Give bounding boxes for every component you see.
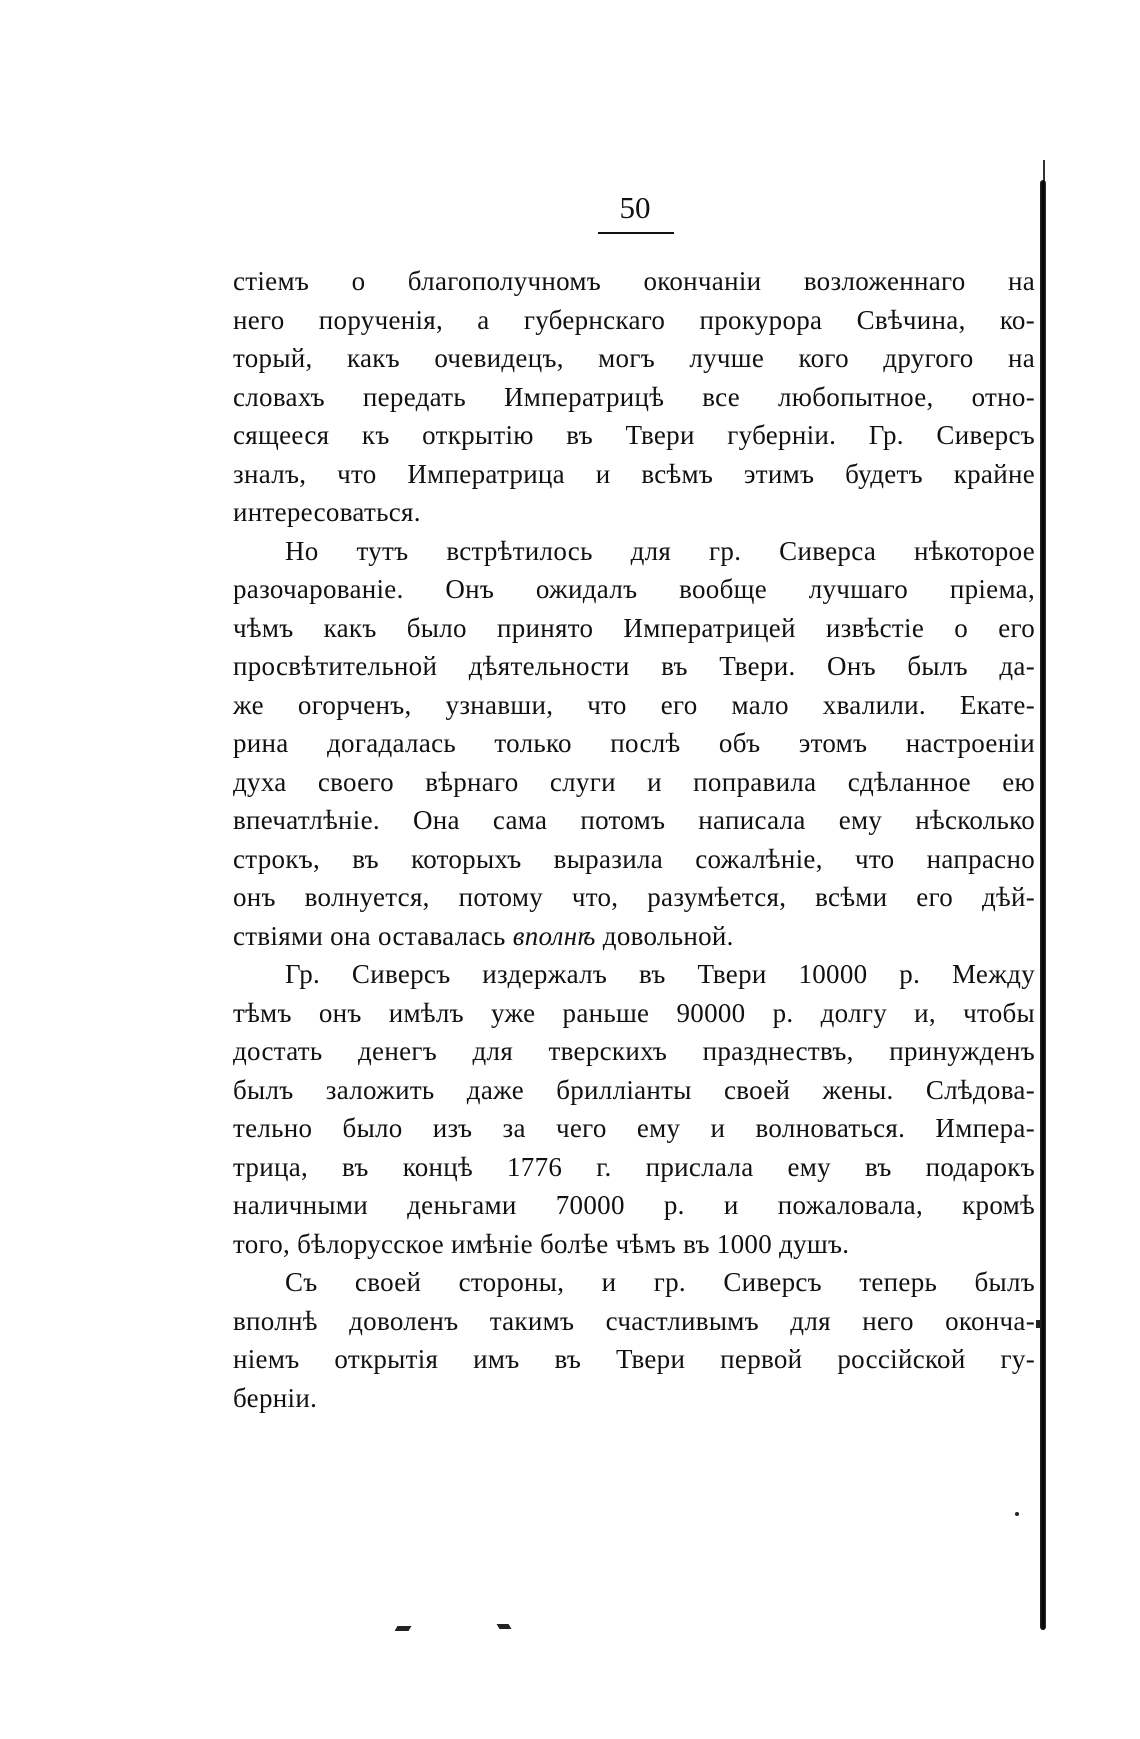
page-number-rule [598, 232, 674, 234]
body-text [233, 262, 1035, 1417]
scan-speck [1036, 1320, 1041, 1328]
text-line: тѣмъ онъ имѣлъ уже раньше 90000 р. долгу и, чтобы [233, 997, 1035, 1028]
text-run: довольной. [595, 920, 734, 951]
text-line: чѣмъ какъ было принято Императрицей извѣстіе о его [233, 612, 1035, 643]
text-line: трица, въ концѣ 1776 г. прислала ему въ подарокъ [233, 1151, 1035, 1182]
text-line: впечатлѣніе. Она сама потомъ написала ему нѣсколько [233, 805, 1035, 835]
text-line: словахъ передать Императрицѣ все любопытное, отно- [233, 381, 1035, 412]
text-line: тельно было изъ за чего ему и волноваться. Импера- [233, 1113, 1035, 1143]
text-run: ствіями она оставалась [233, 920, 513, 951]
scan-speck [497, 1624, 512, 1629]
paragraph-2 [233, 532, 1035, 956]
text-line: же огорченъ, узнавши, что его мало хвалили. Екате- [233, 689, 1035, 720]
page-number: 50 [619, 190, 651, 225]
text-line: сящееся къ открытію въ Твери губерніи. Гр. Сиверсъ [233, 420, 1035, 450]
text-line: торый, какъ очевидецъ, могъ лучше кого другого на [233, 343, 1035, 373]
text-line: того, бѣлорусское имѣніе болѣе чѣмъ въ 1000 душъ. [233, 1228, 850, 1259]
text-line [233, 917, 1035, 956]
paragraph-1 [233, 262, 1035, 532]
text-line: берніи. [233, 1382, 318, 1413]
paragraph-3 [233, 955, 1035, 1263]
binding-edge [1040, 180, 1046, 1630]
paragraph-4 [233, 1263, 1035, 1417]
text-line: ніемъ открытія имъ въ Твери первой россійской гу- [233, 1344, 1035, 1374]
text-line: строкъ, въ которыхъ выразила сожалѣніе, что напрасно [233, 843, 1035, 874]
text-line: вполнѣ доволенъ такимъ счастливымъ для него оконча- [233, 1305, 1035, 1336]
text-line: онъ волнуется, потому что, разумѣется, всѣми его дѣй- [233, 882, 1035, 912]
text-line: зналъ, что Императрица и всѣмъ этимъ будетъ крайне [233, 458, 1035, 489]
text-line: стіемъ о благополучномъ окончаніи возложеннаго на [233, 266, 1035, 296]
text-line: интересоваться. [233, 497, 421, 527]
text-line: былъ заложить даже брилліанты своей жены. Слѣдова- [233, 1074, 1035, 1105]
text-line: разочарованіе. Онъ ожидалъ вообще лучшаго пріема, [233, 574, 1035, 604]
text-line: достать денегъ для тверскихъ празднествъ, принужденъ [233, 1036, 1035, 1066]
text-line: просвѣтительной дѣятельности въ Твери. Онъ былъ да- [233, 651, 1035, 681]
text-line: Съ своей стороны, и гр. Сиверсъ теперь былъ [285, 1267, 1035, 1297]
text-line: Но тутъ встрѣтилось для гр. Сиверса нѣкоторое [285, 535, 1035, 566]
emphasis-text: вполнѣ [512, 920, 596, 951]
text-line: Гр. Сиверсъ издержалъ въ Твери 10000 р. Между [285, 959, 1035, 989]
text-line: наличными деньгами 70000 р. и пожаловала, кромѣ [233, 1190, 1035, 1220]
text-line: рина догадалась только послѣ объ этомъ настроеніи [233, 728, 1035, 758]
text-line: него порученія, а губернскаго прокурора Свѣчина, ко- [233, 304, 1035, 335]
scan-speck [395, 1626, 412, 1631]
text-line: духа своего вѣрнаго слуги и поправила сдѣланное ею [233, 766, 1035, 797]
scan-speck [1015, 1512, 1019, 1516]
